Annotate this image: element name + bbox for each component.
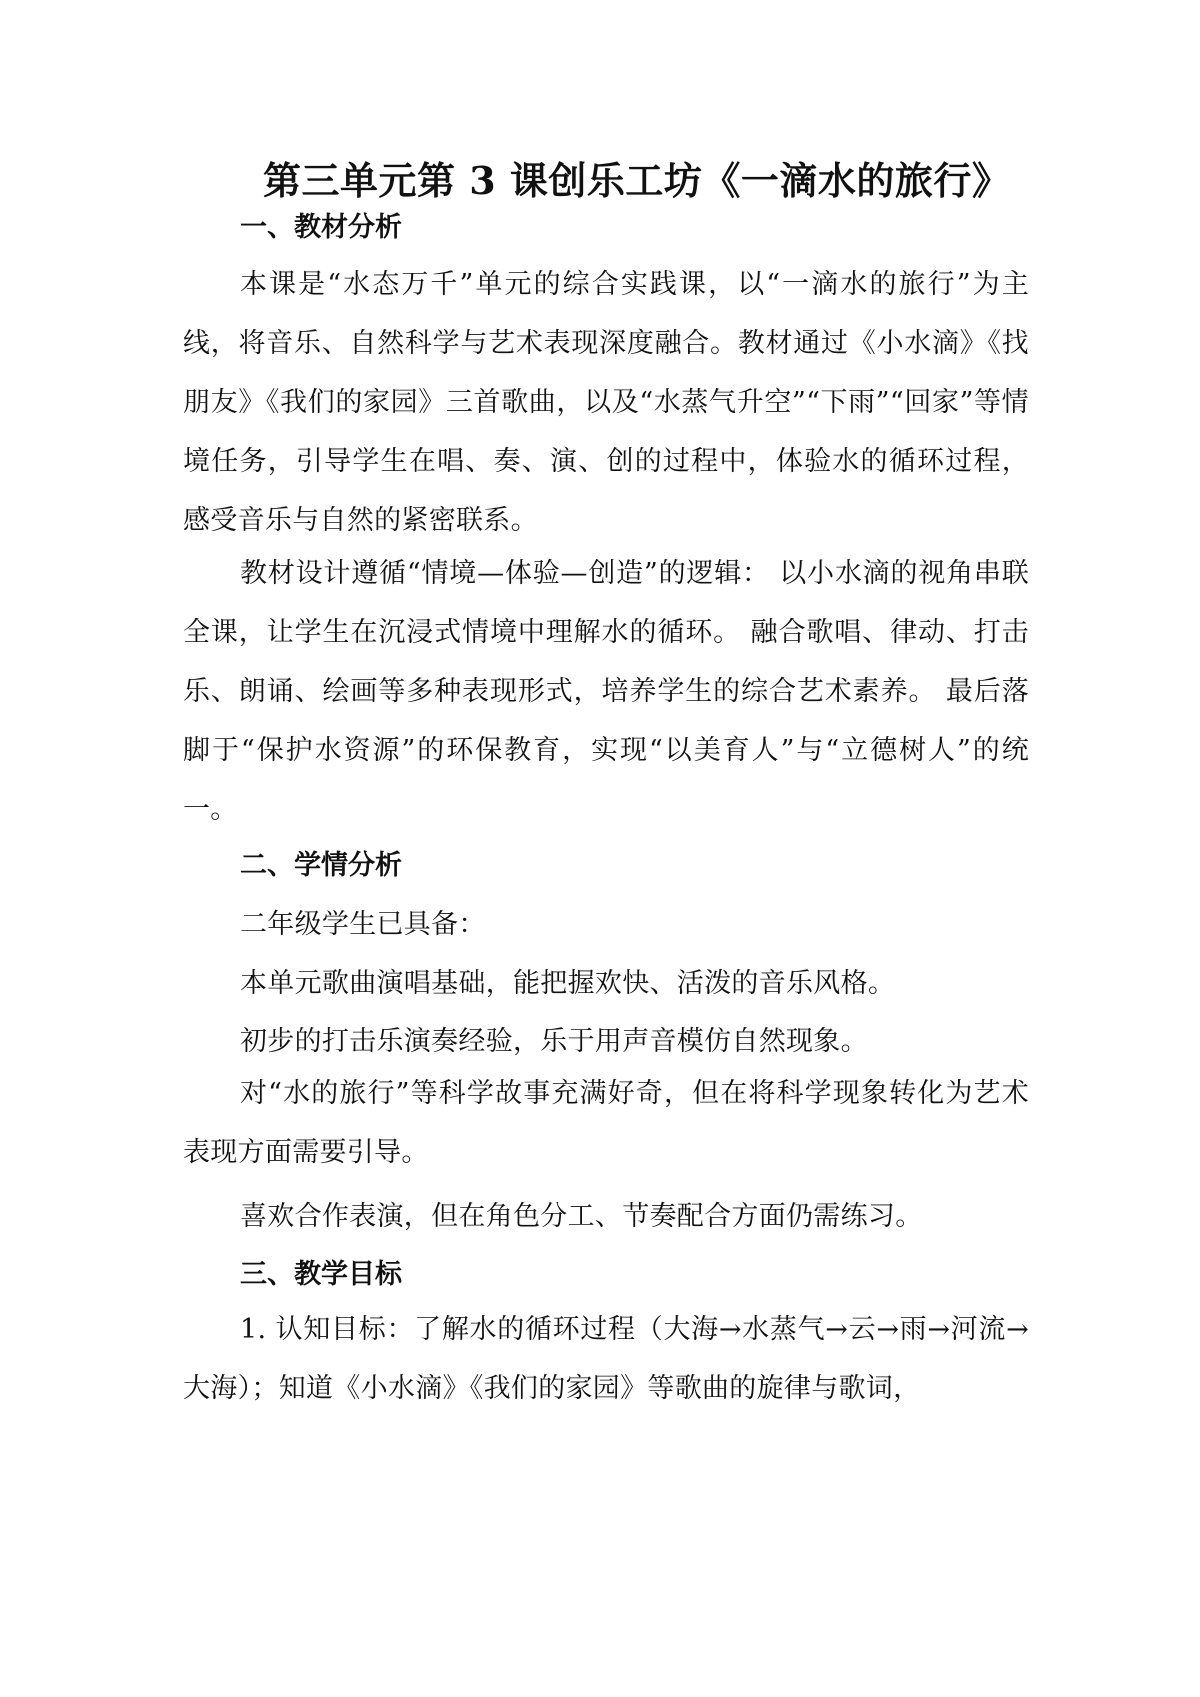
section-heading-teaching-goals: 三、教学目标 xyxy=(240,1259,402,1290)
section-heading-textbook-analysis: 一、教材分析 xyxy=(240,212,402,243)
student-analysis-intro: 二年级学生已具备： xyxy=(240,909,486,940)
student-analysis-item: 对“水的旅行”等科学故事充满好奇，但在将科学现象转化为艺术表现方面需要引导。 xyxy=(183,1078,1029,1168)
student-analysis-item: 初步的打击乐演奏经验，乐于用声音模仿自然现象。 xyxy=(240,1026,868,1057)
paragraph-textbook-design: 教材设计遵循“情境—体验—创造”的逻辑： 以小水滴的视角串联全课，让学生在沉浸式情境中理解水的循环。 融合歌唱、律动、打击乐、朗诵、绘画等多种表现形式，培养学生的综合艺术素养。 最后落脚于“保护水资源”的环保教育，实现“以美育人”与“立德树人”的统一。 xyxy=(183,558,1029,825)
section-heading-student-analysis: 二、学情分析 xyxy=(240,850,402,881)
student-analysis-item: 本单元歌曲演唱基础，能把握欢快、活泼的音乐风格。 xyxy=(240,968,896,999)
student-analysis-item: 喜欢合作表演，但在角色分工、节奏配合方面仍需练习。 xyxy=(240,1201,923,1232)
teaching-goal-cognitive: 1. 认知目标：了解水的循环过程（大海→水蒸气→云→雨→河流→大海）；知道《小水滴》《我们的家园》等歌曲的旋律与歌词， xyxy=(183,1314,1029,1404)
document-title: 第三单元第 3 课创乐工坊《一滴水的旅行》 xyxy=(263,158,1011,203)
paragraph-textbook-overview: 本课是“水态万千”单元的综合实践课，以“一滴水的旅行”为主线，将音乐、自然科学与艺术表现深度融合。教材通过《小水滴》《找朋友》《我们的家园》三首歌曲，以及“水蒸气升空”“下雨”“回家”等情境任务，引导学生在唱、奏、演、创的过程中，体验水的循环过程，感受音乐与自然的紧密联系。 xyxy=(183,269,1029,536)
